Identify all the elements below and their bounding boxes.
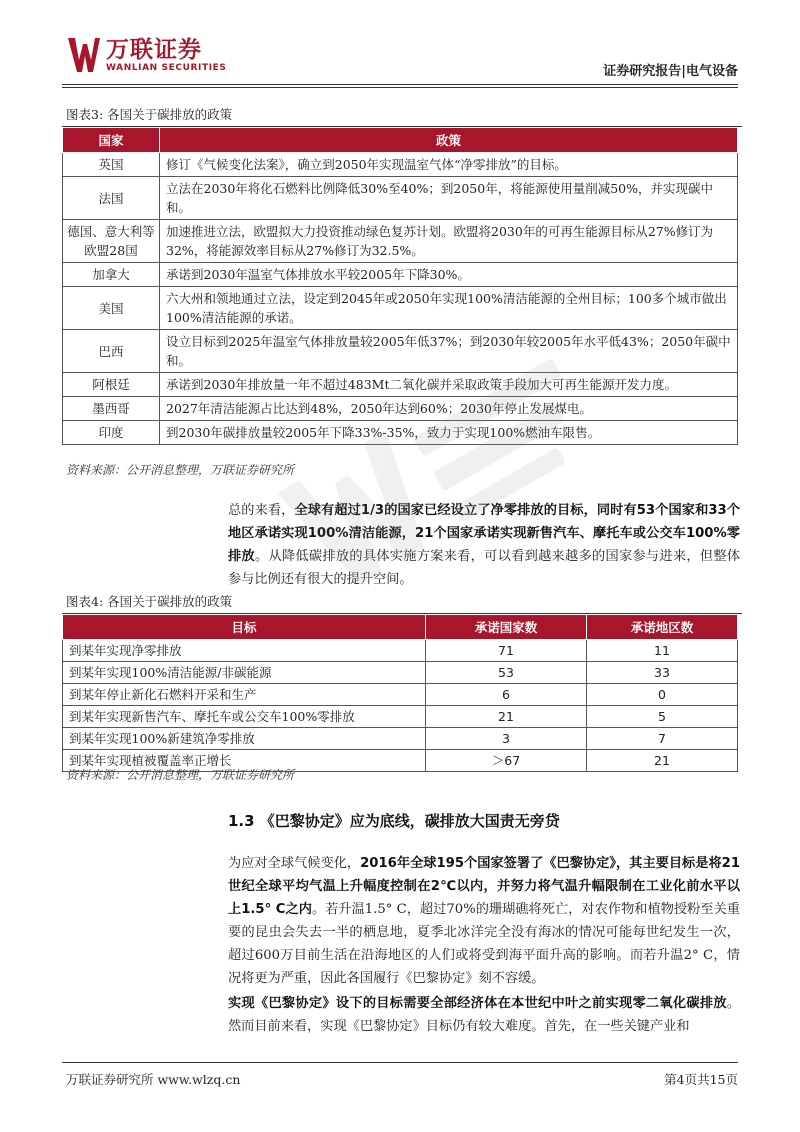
para2-lead: 为应对全球气候变化， <box>228 856 361 871</box>
country-cell: 美国 <box>63 287 160 330</box>
goal-cell: 到某年停止新化石燃料开采和生产 <box>63 684 426 706</box>
table-row <box>63 220 738 263</box>
country-cell: 英国 <box>63 153 160 177</box>
paris-agreement-paragraph <box>228 852 740 990</box>
region-count-cell: 33 <box>587 662 738 684</box>
logo-chinese-name: 万联证券 <box>106 37 202 63</box>
country-cell: 阿根廷 <box>63 373 160 397</box>
region-count-cell: 0 <box>587 684 738 706</box>
country-count-cell: 53 <box>426 662 587 684</box>
table2-header-countries: 承诺国家数 <box>426 615 587 640</box>
header-divider <box>62 84 738 88</box>
country-cell: 加拿大 <box>63 263 160 287</box>
table-row <box>63 330 738 373</box>
para2-rest: 。若升温1.5° C，超过70%的珊瑚礁将死亡，对农作物和植物授粉至关重要的昆虫会失去一半的栖息地，夏季北冰洋完全没有海冰的情况可能每世纪发生一次，超过600万目前生活在沿海地区的人们或将受到海平面升高的影响。而若升温2° C，情况将更为严重，因此各国履行《巴黎协定》刻不容缓。 <box>228 902 740 986</box>
table-row <box>63 177 738 220</box>
country-cell: 巴西 <box>63 330 160 373</box>
para1-bold: 全球有超过1/3的国家已经设立了净零排放的目标，同时有53个国家和33个地区承诺实现100%清洁能源，21个国家承诺实现新售汽车、摩托车或公交车100%零排放 <box>228 503 741 564</box>
table2-source: 资料来源：公开消息整理，万联证券研究所 <box>66 768 295 782</box>
table1-source: 资料来源：公开消息整理，万联证券研究所 <box>66 463 295 477</box>
company-logo <box>68 38 226 73</box>
table1-header-policy: 政策 <box>160 128 738 153</box>
section-heading: 1.3 《巴黎协定》应为底线，碳排放大国责无旁贷 <box>228 812 560 830</box>
goal-cell: 到某年实现净零排放 <box>63 640 426 662</box>
target-paragraph <box>228 992 740 1038</box>
policy-cell: 2027年清洁能源占比达到48%，2050年达到60%；2030年停止发展煤电。 <box>160 397 738 421</box>
footer-divider <box>62 1062 738 1063</box>
table2-header-regions: 承诺地区数 <box>587 615 738 640</box>
country-count-cell: 21 <box>426 706 587 728</box>
policy-cell: 立法在2030年将化石燃料比例降低30%至40%；到2050年，将能源使用量削减50%，并实现碳中和。 <box>160 177 738 220</box>
policy-cell: 到2030年碳排放量较2005年下降33%-35%，致力于实现100%燃油车限售。 <box>160 421 738 445</box>
table1-header-country: 国家 <box>63 128 160 153</box>
region-count-cell: 7 <box>587 728 738 750</box>
policy-cell: 承诺到2030年排放量一年不超过483Mt二氧化碳并采取政策手段加大可再生能源开发力度。 <box>160 373 738 397</box>
table-row <box>63 373 738 397</box>
table-row <box>63 263 738 287</box>
table-row <box>63 153 738 177</box>
goal-cell: 到某年实现植被覆盖率正增长 <box>63 750 426 772</box>
policy-cell: 六大州和领地通过立法，设定到2045年或2050年实现100%清洁能源的全州目标；100多个城市做出100%清洁能源的承诺。 <box>160 287 738 330</box>
logo-english-name: WANLIAN SECURITIES <box>106 63 227 73</box>
commitment-table <box>62 614 738 772</box>
para1-rest: 。从降低碳排放的具体实施方案来看，可以看到越来越多的国家参与进来，但整体参与比例还有很大的提升空间。 <box>228 549 741 587</box>
policy-cell: 修订《气候变化法案》，确立到2050年实现温室气体“净零排放”的目标。 <box>160 153 738 177</box>
table-row <box>63 421 738 445</box>
para3-rest: 。然而目前来看，实现《巴黎协定》目标仍有较大难度。首先，在一些关键产业和 <box>228 996 740 1034</box>
table1-caption: 图表3: 各国关于碳排放的政策 <box>62 104 742 127</box>
page-header <box>0 0 800 92</box>
country-count-cell: 6 <box>426 684 587 706</box>
policy-cell: 加速推进立法，欧盟拟大力投资推动绿色复苏计划。欧盟将2030年的可再生能源目标从27%修订为32%，将能源效率目标从27%修订为32.5%。 <box>160 220 738 263</box>
page-number: 第4页共15页 <box>664 1072 738 1087</box>
country-count-cell: 71 <box>426 640 587 662</box>
region-count-cell: 5 <box>587 706 738 728</box>
region-count-cell: 21 <box>587 750 738 772</box>
table-row <box>63 706 738 728</box>
logo-w-icon <box>68 38 100 72</box>
table-row <box>63 397 738 421</box>
footer-company: 万联证券研究所 www.wlzq.cn <box>66 1072 241 1087</box>
table-row <box>63 640 738 662</box>
table2-caption: 图表4: 各国关于碳排放的政策 <box>62 591 742 614</box>
region-count-cell: 11 <box>587 640 738 662</box>
para3-bold: 实现《巴黎协定》设下的目标需要全部经济体在本世纪中叶之前实现零二氧化碳排放 <box>228 996 727 1011</box>
goal-cell: 到某年实现100%新建筑净零排放 <box>63 728 426 750</box>
country-cell: 印度 <box>63 421 160 445</box>
para2-bold: 2016年全球195个国家签署了《巴黎协定》，其主要目标是将21世纪全球平均气温上升幅度控制在2℃以内，并努力将气温升幅限制在工业化前水平以上1.5° C之内 <box>228 856 741 917</box>
policy-table <box>62 127 738 445</box>
goal-cell: 到某年实现100%清洁能源/非碳能源 <box>63 662 426 684</box>
country-cell: 法国 <box>63 177 160 220</box>
country-count-cell: ＞67 <box>426 750 587 772</box>
policy-cell: 承诺到2030年温室气体排放水平较2005年下降30%。 <box>160 263 738 287</box>
country-count-cell: 3 <box>426 728 587 750</box>
country-cell: 墨西哥 <box>63 397 160 421</box>
table-row <box>63 728 738 750</box>
country-cell: 德国、意大利等欧盟28国 <box>63 220 160 263</box>
table-row <box>63 684 738 706</box>
table2-header-goal: 目标 <box>63 615 426 640</box>
goal-cell: 到某年实现新售汽车、摩托车或公交车100%零排放 <box>63 706 426 728</box>
report-type: 证券研究报告|电气设备 <box>603 64 738 79</box>
table-row <box>63 662 738 684</box>
summary-paragraph <box>228 499 740 591</box>
table-row <box>63 287 738 330</box>
policy-cell: 设立目标到2025年温室气体排放量较2005年低37%；到2030年较2005年水平低43%；2050年碳中和。 <box>160 330 738 373</box>
para1-lead: 总的来看， <box>228 503 295 518</box>
